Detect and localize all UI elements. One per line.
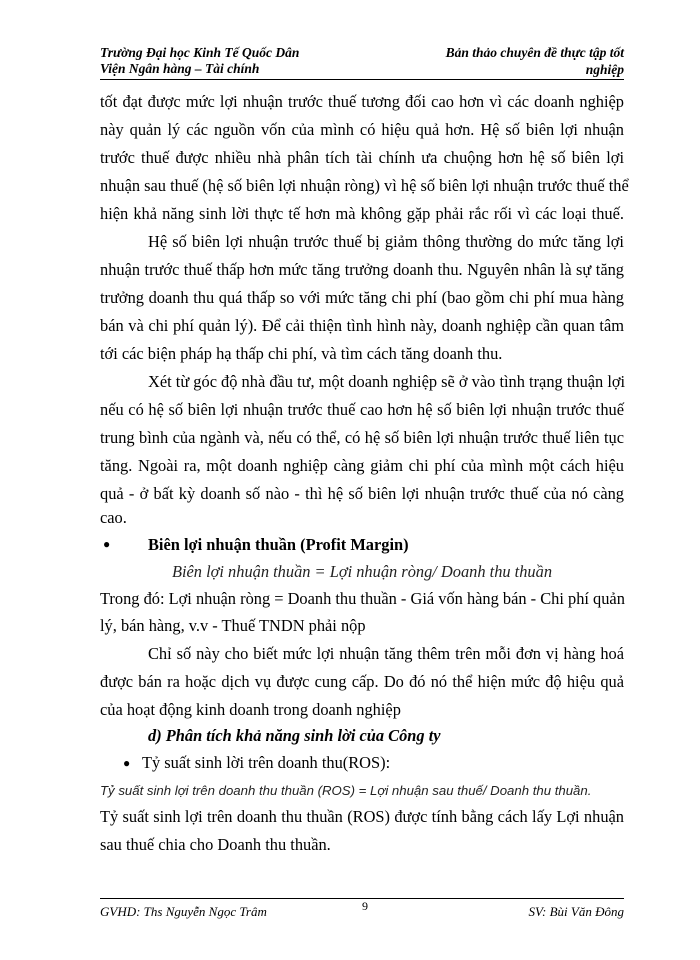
paragraph-line: của hoạt động kinh doanh trong doanh nghiệp [100,700,401,719]
paragraph-line: tăng. Ngoài ra, một doanh nghiệp càng giảm chi phí của mình một cách hiệu [100,456,624,475]
formula-line: Biên lợi nhuận thuần = Lợi nhuận ròng/ Doanh thu thuần [171,562,553,581]
paragraph-line: Trong đó: Lợi nhuận ròng = Doanh thu thuần - Giá vốn hàng bán - Chi phí quản [100,589,625,608]
header-doc-title: Bản thảo chuyên đề thực tập tốt nghiệp [445,45,624,77]
paragraph-line: nếu có hệ số biên lợi nhuận trước thuế cao hơn hệ số biên lợi nhuận trước thuế [100,400,624,419]
header-institute: Viện Ngân hàng – Tài chính [100,61,260,76]
paragraph-line: sau thuế chia cho Doanh thu thuần. [100,835,331,854]
ros-formula: Tỷ suất sinh lợi trên doanh thu thuần (ROS) = Lợi nhuận sau thuế/ Doanh thu thuần. [100,783,592,798]
header-rule [100,79,624,80]
bullet-dot: ● [123,756,131,770]
page-number: 9 [362,899,368,913]
bullet-heading: Biên lợi nhuận thuần (Profit Margin) [148,535,409,554]
bullet-dot: ● [103,537,111,551]
ros-bullet-text: Tỷ suất sinh lời trên doanh thu(ROS): [142,753,391,772]
paragraph-line: này quản lý các nguồn vốn của mình có hiệu quả hơn. Hệ số biên lợi nhuận [100,120,624,139]
section-heading: d) Phân tích khả năng sinh lời của Công ty [148,726,441,745]
paragraph-line: trưởng doanh thu quá thấp so với mức tăng chi phí (bao gồm chi phí mua hàng [100,288,624,307]
paragraph-line: trung bình của ngành và, nếu có thể, có hệ số biên lợi nhuận trước thuế liên tục [100,428,624,447]
paragraph-line: Tỷ suất sinh lợi trên doanh thu thuần (ROS) được tính bằng cách lấy Lợi nhuận [100,807,624,826]
paragraph-line: Hệ số biên lợi nhuận trước thuế bị giảm thông thường do mức tăng lợi [148,232,624,251]
paragraph-line: tới các biện pháp hạ thấp chi phí, và tìm cách tăng doanh thu. [100,344,503,363]
paragraph-line: hiện khả năng sinh lời thực tế hơn mà không gặp phải rắc rối vì các loại thuế. [100,204,624,223]
paragraph-line: được bán ra hoặc dịch vụ được cung cấp. Do đó nó thể hiện mức độ hiệu quả [100,672,624,691]
paragraph-line: nhuận trước thuế thấp hơn mức tăng trưởng doanh thu. Nguyên nhân là sự tăng [100,260,624,279]
footer-advisor: GVHD: Ths Nguyễn Ngọc Trâm [100,904,267,919]
paragraph-line: lý, bán hàng, v.v - Thuế TNDN phải nộp [100,616,366,635]
header-university: Trường Đại học Kinh Tế Quốc Dân [100,45,300,60]
paragraph-line: bán và chi phí quản lý). Để cải thiện tình hình này, doanh nghiệp cần quan tâm [100,316,624,335]
paragraph-line: nhuận sau thuế (hệ số biên lợi nhuận ròng) vì hệ số biên lợi nhuận trước thuế thể [100,176,629,195]
paragraph-line: Xét từ góc độ nhà đầu tư, một doanh nghiệp sẽ ở vào tình trạng thuận lợi [148,372,626,391]
paragraph-line: quả - ở bất kỳ doanh số nào - thì hệ số biên lợi nhuận trước thuế của nó càng [100,484,624,503]
paragraph-line: tốt đạt được mức lợi nhuận trước thuế tương đối cao hơn vì các doanh nghiệp [100,92,624,111]
paragraph-line: Chỉ số này cho biết mức lợi nhuận tăng thêm trên mỗi đơn vị hàng hoá [148,644,624,663]
paragraph-line: trước thuế được nhiều nhà phân tích tài chính ưa chuộng hơn hệ số biên lợi [100,148,624,167]
ros-bullet [142,753,624,773]
paragraph-line: cao. [100,508,127,527]
footer-student: SV: Bùi Văn Đông [528,904,624,919]
